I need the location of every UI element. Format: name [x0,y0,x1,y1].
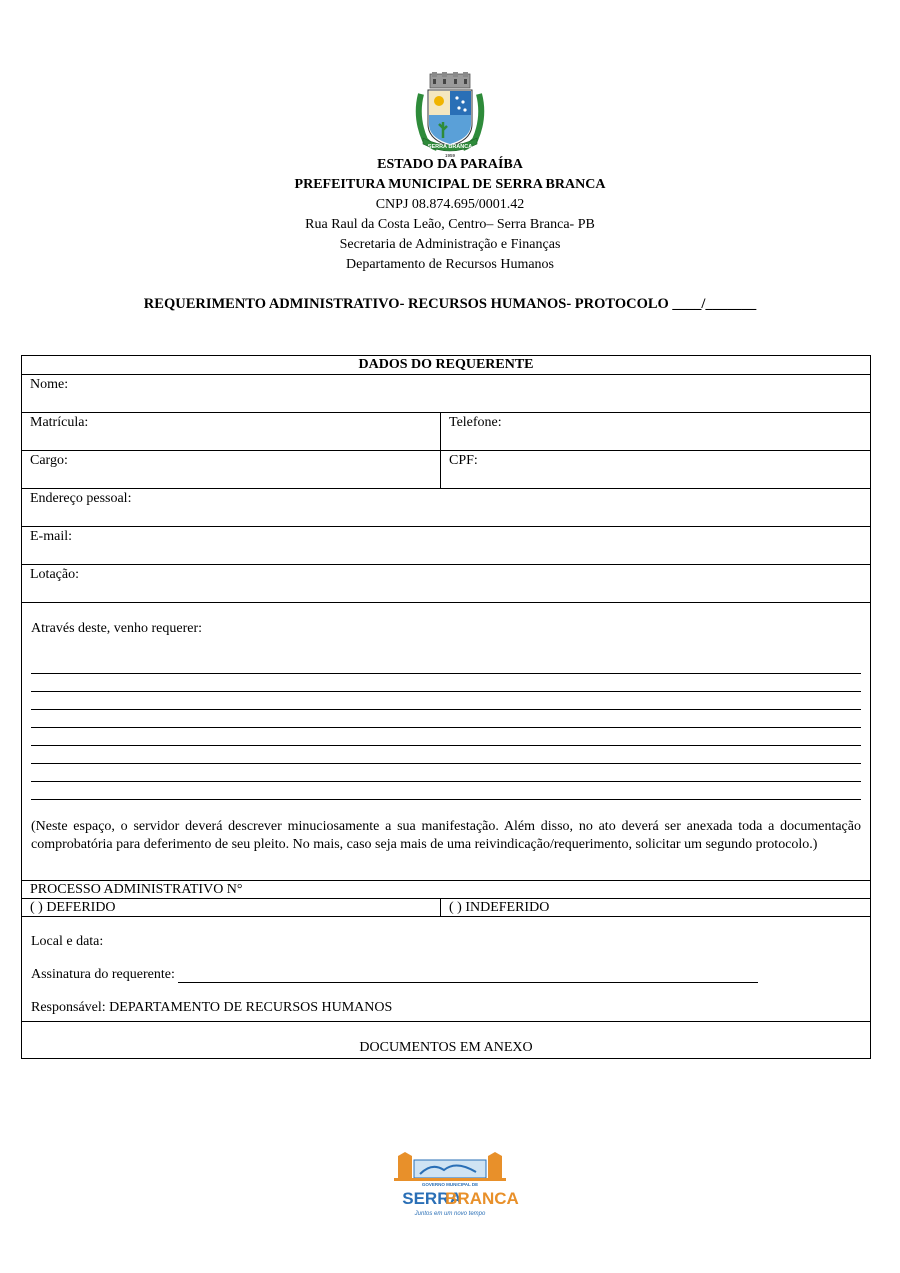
writing-line[interactable] [31,692,861,710]
email-field[interactable] [22,527,871,565]
state-name: ESTADO DA PARAÍBA [377,157,523,172]
document-header [0,155,900,275]
requer-label: Através deste, venho requerer: [31,621,203,636]
matricula-field[interactable] [22,413,441,451]
endereco-label: Endereço pessoal: [30,491,132,506]
requerimento-area [22,603,871,881]
responsavel-label: Responsável: DEPARTAMENTO DE RECURSOS HUMANOS [31,1000,393,1015]
writing-line[interactable] [31,746,861,764]
crest-banner-text: SERRA BRANCA [427,144,473,150]
logo-top-text: GOVERNO MUNICIPAL DE [421,1182,479,1187]
writing-line[interactable] [31,764,861,782]
endereco-field[interactable] [22,489,871,527]
assinatura-label: Assinatura do requerente: [31,967,175,982]
signature-area [22,917,871,1022]
telefone-label: Telefone: [449,415,502,430]
cpf-field[interactable] [441,451,871,489]
logo-name-serra: SERRA [402,1189,462,1208]
matricula-label: Matrícula: [30,415,89,430]
section-title: DADOS DO REQUERENTE [22,356,871,375]
writing-line[interactable] [31,782,861,800]
secretariat-line: Secretaria de Administração e Finanças [339,237,561,252]
nome-label: Nome: [30,377,69,392]
deferido-label: ( ) DEFERIDO [30,900,116,915]
writing-line[interactable] [31,656,861,674]
serra-branca-logo [380,1152,520,1222]
department-line: Departamento de Recursos Humanos [346,257,554,272]
writing-line[interactable] [31,728,861,746]
cargo-field[interactable] [22,451,441,489]
writing-lines[interactable] [31,656,861,800]
documentos-anexo: DOCUMENTOS EM ANEXO [22,1022,871,1059]
cargo-label: Cargo: [30,453,68,468]
signature-line[interactable] [178,968,758,983]
writing-line[interactable] [31,710,861,728]
lotacao-field[interactable] [22,565,871,603]
document-title: REQUERIMENTO ADMINISTRATIVO- RECURSOS HUMANOS- PROTOCOLO ____/_______ [143,296,757,312]
telefone-field[interactable] [441,413,871,451]
logo-name-branca: BRANCA [445,1189,519,1208]
cnpj-line: CNPJ 08.874.695/0001.42 [375,197,525,212]
address-line: Rua Raul da Costa Leão, Centro– Serra Branca- PB [305,217,595,232]
nome-field[interactable] [22,375,871,413]
cpf-label: CPF: [449,453,478,468]
deferido-checkbox[interactable] [22,899,441,917]
processo-label: PROCESSO ADMINISTRATIVO N° [30,882,243,897]
requerimento-form [21,355,871,1059]
coat-of-arms-logo [413,72,487,158]
instructions-note: (Neste espaço, o servidor deverá descrever minuciosamente a sua manifestação. Além disso, no ato deverá ser anexada toda a documentação comprobatória para deferimento de seu pleito. No mais, caso seja mais de uma reivindicação/requerimento, solicitar um segundo protocolo.) [31,819,861,852]
indeferido-checkbox[interactable] [441,899,871,917]
writing-line[interactable] [31,674,861,692]
indeferido-label: ( ) INDEFERIDO [449,900,550,915]
prefecture-name: PREFEITURA MUNICIPAL DE SERRA BRANCA [294,177,606,192]
processo-field[interactable] [22,881,871,899]
local-data-label: Local e data: [31,934,104,949]
lotacao-label: Lotação: [30,567,79,582]
logo-slogan: Juntos em um novo tempo [414,1211,486,1217]
crest-year: 1959 [444,153,456,158]
email-label: E-mail: [30,529,72,544]
